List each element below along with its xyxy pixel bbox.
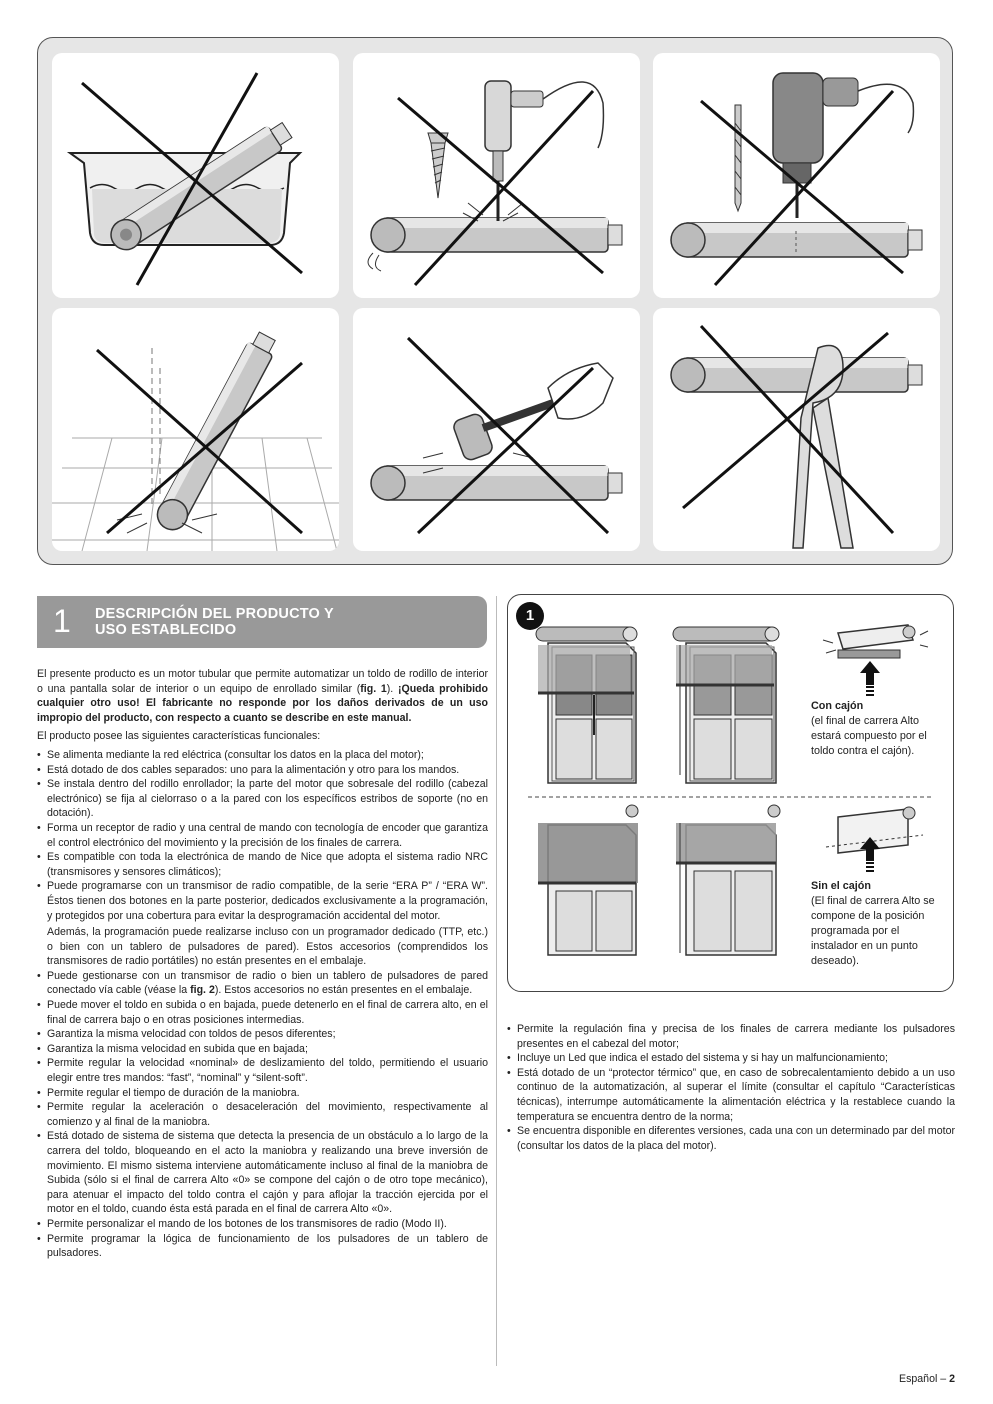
list-item: • Permite regular la velocidad «nominal» de deslizamiento del toldo, permitiendo el usuario elegir entre tres mandos: “fast”, “nominal” y “silent-soft”. xyxy=(37,1056,488,1085)
list-item: • Garantiza la misma velocidad en subida que en bajada; xyxy=(37,1042,488,1057)
left-column xyxy=(37,667,488,1261)
list-item: • Incluye un Led que indica el estado del sistema y si hay un malfuncionamiento; xyxy=(507,1051,955,1066)
section-number: 1 xyxy=(53,603,71,639)
list-item: • Permite personalizar el mando de los botones de los transmisores de radio (Modo II). xyxy=(37,1217,488,1232)
prohibited-use-warning: ¡Queda prohibido cualquier otro uso! El fabricante no responde por los daños derivados de un uso impropio del producto, con respecto a cuanto se describe en este manual. xyxy=(37,682,488,724)
panel-no-drill xyxy=(653,53,940,298)
window-no-cassette-1 xyxy=(538,805,638,955)
list-item: • Está dotado de dos cables separados: uno para la alimentación y otro para los mandos. xyxy=(37,763,488,778)
list-item: • Está dotado de un “protector térmico” que, en caso de sobrecalentamiento debido a un uso continuo de la automatización, al superar el límite (consultar el capítulo “Características técnicas), interrumpe automáticamente la alimentación eléctrica y la restablece cuando la temperatura se encuentra dentro de la norma; xyxy=(507,1066,955,1124)
page-footer xyxy=(899,1373,955,1385)
window-cassette-2 xyxy=(673,627,779,783)
caption-without-cassette: Sin el cajón (El final de carrera Alto se compone de la posición programada por el instalador en un punto deseado). xyxy=(811,880,935,967)
page-number: 2 xyxy=(949,1373,955,1385)
window-no-cassette-2 xyxy=(676,805,780,955)
fig1-ref: fig. 1 xyxy=(360,682,387,695)
fig2-ref: fig. 2 xyxy=(190,984,215,997)
language-label: Español – xyxy=(899,1373,950,1385)
intro-paragraph: El presente producto es un motor tubular que permite automatizar un toldo de rodillo de interior o una pantalla solar de interior o un equipo de enrollado similar (fig. 1). ¡Queda prohibido cualquier otro uso! El fabricante no responde por los daños derivados de un uso impropio del producto, con respecto a cuanto se describe en este manual. xyxy=(37,668,488,724)
window-cassette-1 xyxy=(536,627,637,783)
motor-in-water-icon xyxy=(52,53,339,298)
list-item: • Puede programarse con un transmisor de radio compatible, de la serie “ERA P” / “ERA W”. Éstos tienen dos botones en la parte posterior, dedicados exclusivamente a la programación, y protegidos por una cobertura para evitar la desprogramación accidental del motor. Además, la programación puede realizarse incluso con un programador dedicado (TTP, etc.) o bien con un tablero de pulsadores de pared). Estos accesorios (comprendidos los transmisores de radio portátiles) no están presentes en el embalaje. xyxy=(37,879,488,969)
list-item: • Se alimenta mediante la red eléctrica (consultar los datos en la placa del motor); xyxy=(37,748,488,763)
features-intro: El producto posee las siguientes características funcionales: xyxy=(37,730,321,743)
column-divider xyxy=(496,596,497,1366)
list-item: • Forma un receptor de radio y una central de mando con tecnología de encoder que garantiza el control electrónico del movimiento y la precisión de los finales de carrera. xyxy=(37,821,488,850)
drill-motor-icon xyxy=(653,53,940,298)
figure-number-badge: 1 xyxy=(516,602,544,630)
features-list xyxy=(37,748,488,1261)
caption-with-cassette: Con cajón (el final de carrera Alto estará compuesto por el toldo contra el cajón). xyxy=(811,700,927,757)
hammer-motor-icon xyxy=(353,308,640,551)
right-column xyxy=(507,1022,955,1153)
features-list-continued xyxy=(507,1022,955,1153)
section-header xyxy=(37,596,487,648)
panel-no-hammer xyxy=(353,308,640,551)
panel-no-immersion xyxy=(52,53,339,298)
list-item: • Permite regular la aceleración o desaceleración del movimiento, respectivamente al comienzo y al final de la maniobra. xyxy=(37,1100,488,1129)
list-item: • Puede gestionarse con un transmisor de radio o bien un tablero de pulsadores de pared conectado vía cable (véase la fig. 2). Estos accesorios no están presentes en el embalaje. xyxy=(37,969,488,998)
screwdriver-motor-icon xyxy=(353,53,640,298)
list-item: • Permite regular el tiempo de duración de la maniobra. xyxy=(37,1086,488,1101)
section-title: DESCRIPCIÓN DEL PRODUCTO Y USO ESTABLECIDO xyxy=(95,606,334,638)
warning-illustrations xyxy=(37,37,953,565)
cassette-detail xyxy=(823,625,928,695)
list-item: • Es compatible con toda la electrónica de mando de Nice que adopta el sistema radio NRC (transmisores y sensores climáticos); xyxy=(37,850,488,879)
panel-no-screw xyxy=(353,53,640,298)
list-item: • Permite programar la lógica de funcionamiento de los pulsadores de un tablero de pulsadores. xyxy=(37,1232,488,1261)
list-item: • Se instala dentro del rodillo enrollador; la parte del motor que sobresale del rodillo (cabezal electrónico) se fija al cielorraso o a la pared con los específicos estribos de soporte (no en dotación). xyxy=(37,777,488,821)
figure-1 xyxy=(507,594,954,992)
list-item: • Puede mover el toldo en subida o en bajada, puede detenerlo en el final de carrera alto, en el final de carrera bajo o en otras posiciones intermedias. xyxy=(37,998,488,1027)
programming-note: Además, la programación puede realizarse incluso con un programador dedicado (TTP, etc.) o bien con un tablero de pulsadores de pared). Estos accesorios (comprendidos los transmisores de radio portátiles) no están presentes en el embalaje. xyxy=(47,926,488,968)
panel-no-drop xyxy=(52,308,339,551)
pliers-motor-icon xyxy=(653,308,940,551)
list-item: • Está dotado de sistema de sistema que detecta la presencia de un obstáculo a lo largo de la carrera del toldo, bloqueando en el acto la maniobra y realizando una breve inversión de movimiento. El mismo sistema interviene automáticamente incluso al final de la maniobra de Subida (sólo si el final de carrera Alto «0» se compone del cajón o de otro tope mecánico), para atenuar el impacto del toldo contra el cajón y para aflojar la tracción ejercida por el motor en el toldo, cuando ésta está parada en el final de carrera Alto «0». xyxy=(37,1129,488,1217)
list-item: • Garantiza la misma velocidad con toldos de pesos diferentes; xyxy=(37,1027,488,1042)
list-item: • Permite la regulación fina y precisa de los finales de carrera mediante los pulsadores presentes en el cabezal del motor; xyxy=(507,1022,955,1051)
panel-no-pliers xyxy=(653,308,940,551)
list-item: • Se encuentra disponible en diferentes versiones, cada una con un determinado par del motor (consultar los datos de la placa del motor). xyxy=(507,1124,955,1153)
falling-motor-icon xyxy=(52,308,339,551)
roller-detail xyxy=(826,807,923,871)
